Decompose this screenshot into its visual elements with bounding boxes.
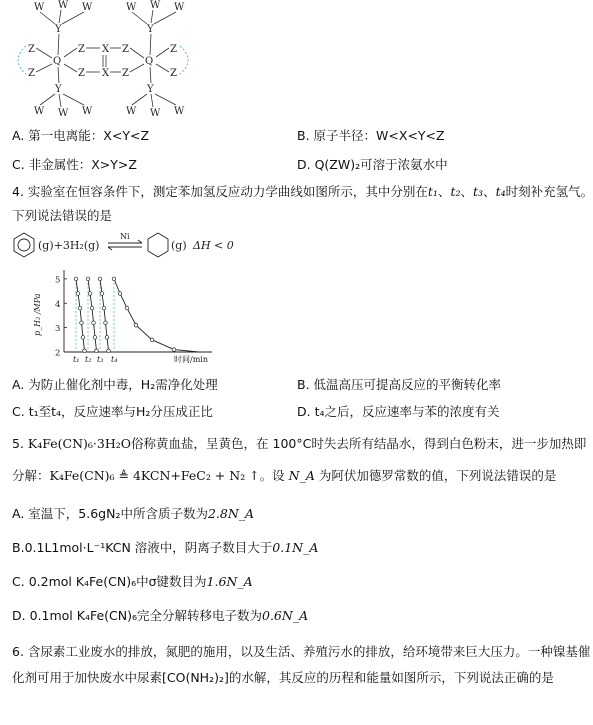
replenish-gap: [109, 279, 115, 351]
atom-x: X: [102, 44, 110, 55]
data-point: [90, 306, 94, 310]
data-point: [86, 277, 90, 281]
atom-z: Z: [122, 68, 129, 79]
option-b[interactable]: B. 原子半径：W<X<Y<Z: [297, 128, 445, 143]
option-a[interactable]: A. 室温下，5.6gN₂中所含质子数为2.8N_A: [12, 506, 255, 521]
data-point: [100, 292, 104, 296]
x-axis-label: 时间/min: [174, 355, 208, 364]
data-point: [102, 306, 106, 310]
atom-z: Z: [122, 44, 129, 55]
enthalpy-change: ΔH < 0: [193, 239, 234, 252]
atom-y: Y: [147, 84, 154, 95]
x-tick-label: t₂: [85, 355, 92, 364]
reaction-equation: [8, 230, 268, 262]
option-c[interactable]: C. t₁至t₄，反应速率与H₂分压成正比: [12, 404, 213, 419]
data-point: [81, 336, 85, 340]
x-tick-label: t₃: [97, 355, 104, 364]
option-b[interactable]: B.0.1L1mol·L⁻¹KCN 溶液中，阴离子数目大于0.1N_A: [12, 540, 319, 555]
question-6-stem-line2: 化剂可用于加快废水中尿素[CO(NH₂)₂]的水解，其反应的历程和能量如图所示，下列说法正确的是: [12, 670, 554, 685]
equilibrium-arrow-icon: [108, 240, 142, 250]
atom-w: W: [34, 2, 45, 13]
atom-w: W: [150, 0, 161, 11]
atom-w: W: [126, 106, 137, 117]
option-c[interactable]: C. 非金属性：X>Y>Z: [12, 157, 137, 172]
data-point: [92, 321, 96, 325]
atom-w: W: [82, 106, 93, 117]
option-d[interactable]: D. Q(ZW)₂可溶于浓氨水中: [297, 157, 448, 172]
data-point: [150, 338, 154, 342]
data-point: [80, 321, 84, 325]
pressure-curve: [88, 279, 97, 351]
atom-w: W: [82, 2, 93, 13]
question-5-equation: 分解：K₄Fe(CN)₆ ≜ 4KCN+FeC₂ + N₂ ↑。设 N_A 为阿伏加德罗常数的值，下列说法错误的是: [12, 468, 557, 483]
option-d[interactable]: D. 0.1mol K₄Fe(CN)₆完全分解转移电子数为0.6N_A: [12, 608, 309, 623]
data-point: [172, 348, 176, 352]
y-tick-label: 4: [55, 299, 61, 310]
data-point: [93, 336, 97, 340]
atom-w: W: [174, 106, 185, 117]
kinetics-chart: [24, 262, 229, 372]
y-tick-label: 3: [55, 324, 61, 335]
atom-w: W: [58, 0, 69, 11]
benzene-icon: [14, 233, 34, 257]
x-tick-label: t₁: [73, 355, 80, 364]
catalyst-label: Ni: [120, 232, 130, 241]
atom-y: Y: [147, 24, 154, 35]
atom-z: Z: [170, 68, 177, 79]
atom-z: Z: [78, 44, 85, 55]
atom-x: X: [102, 68, 110, 79]
atom-w: W: [126, 2, 137, 13]
data-point: [104, 321, 108, 325]
data-point: [88, 292, 92, 296]
option-a[interactable]: A. 为防止催化剂中毒，H₂需净化处理: [12, 377, 218, 392]
data-point: [76, 292, 80, 296]
atom-w: W: [58, 108, 69, 119]
data-point: [118, 292, 122, 296]
question-4-stem-line2: 下列说法错误的是: [12, 208, 113, 223]
atom-w: W: [174, 2, 185, 13]
atom-z: Z: [78, 68, 85, 79]
replenish-gap: [85, 279, 89, 351]
atom-z: Z: [28, 44, 35, 55]
data-point: [74, 277, 78, 281]
pressure-curve: [76, 279, 85, 351]
question-4-stem: 4. 实验室在恒容条件下，测定苯加氢反应动力学曲线如图所示，其中分别在t₁、t₂、t₃、t₄时刻补充氢气。: [12, 184, 593, 199]
atom-y: Y: [55, 84, 62, 95]
atom-z: Z: [170, 44, 177, 55]
data-point: [134, 323, 138, 327]
atom-z: Z: [28, 68, 35, 79]
y-tick-label: 2: [55, 348, 61, 359]
pressure-curve: [100, 279, 109, 351]
x-tick-label: t₄: [111, 355, 118, 364]
cyclohexane-icon: [148, 233, 168, 257]
option-a[interactable]: A. 第一电离能：X<Y<Z: [12, 128, 150, 143]
benzene-state: (g)+3H₂(g): [38, 239, 100, 252]
molecular-structure-diagram: [0, 0, 200, 118]
question-5-stem: 5. K₄Fe(CN)₆·3H₂O俗称黄血盐，呈黄色，在 100°C时失去所有结晶水，得到白色粉末，进一步加热即: [12, 436, 587, 451]
atom-w: W: [150, 108, 161, 119]
data-point: [112, 277, 116, 281]
data-point: [98, 277, 102, 281]
option-c[interactable]: C. 0.2mol K₄Fe(CN)₆中σ键数目为1.6N_A: [12, 574, 253, 589]
atom-q: Q: [53, 56, 62, 67]
atom-y: Y: [55, 24, 62, 35]
option-b[interactable]: B. 低温高压可提高反应的平衡转化率: [297, 377, 502, 392]
data-point: [78, 306, 82, 310]
atom-w: W: [34, 106, 45, 117]
y-tick-label: 5: [55, 275, 61, 286]
atom-q: Q: [145, 56, 154, 67]
y-axis-label: p_H₂ /MPa: [33, 293, 42, 336]
option-d[interactable]: D. t₄之后，反应速率与苯的浓度有关: [297, 404, 500, 419]
data-point: [125, 306, 129, 310]
cyclohexane-state: (g): [171, 239, 187, 252]
replenish-gap: [97, 279, 101, 351]
question-6-stem: 6. 含尿素工业废水的排放，氮肥的施用，以及生活、养殖污水的排放，给环境带来巨大压力。一种镍基催: [12, 644, 591, 659]
data-point: [105, 336, 109, 340]
pressure-curve: [114, 279, 199, 352]
